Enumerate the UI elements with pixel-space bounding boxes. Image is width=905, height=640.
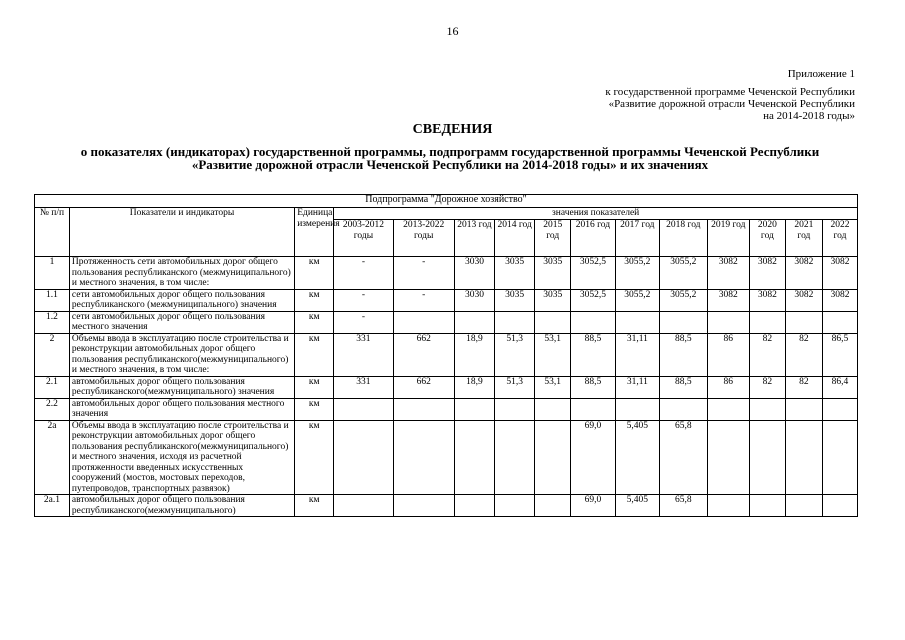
indicator-value: 86,4 [822,376,857,398]
indicator-value [571,311,615,333]
indicator-value [615,311,659,333]
indicators-table [34,194,858,517]
appendix-block [605,68,855,122]
table-row [35,257,858,290]
indicator-value: 88,5 [660,376,708,398]
indicator-value [571,398,615,420]
indicator-value [615,398,659,420]
indicator-value: 69,0 [571,420,615,495]
indicator-value: 88,5 [571,376,615,398]
indicator-value: 3055,2 [615,289,659,311]
indicator-value: - [334,257,393,290]
indicator-value [707,420,749,495]
column-header-values: значения показателей [334,208,858,220]
indicator-value: 331 [334,333,393,376]
indicator-value: 5,405 [615,495,659,517]
indicator-name: автомобильных дорог общего пользования республиканского(межмуниципального) значения [69,376,294,398]
indicator-value [785,398,822,420]
indicator-name: автомобильных дорог общего пользования республиканского(межмуниципального) [69,495,294,517]
column-header-year: 2016 год [571,220,615,257]
column-header-year: 2018 год [660,220,708,257]
column-header-unit: Единица измерения [295,208,334,257]
indicator-value [707,311,749,333]
indicator-value [393,398,454,420]
indicator-name: сети автомобильных дорог общего пользования республиканского (межмуниципального) значения [69,289,294,311]
indicator-value [749,398,785,420]
indicator-value: 51,3 [495,333,535,376]
row-number: 1.1 [35,289,70,311]
column-header-year: 2019 год [707,220,749,257]
indicator-value: 3030 [454,289,494,311]
indicator-unit: км [295,333,334,376]
indicator-unit: км [295,495,334,517]
indicator-unit: км [295,289,334,311]
indicator-value: 3082 [749,289,785,311]
indicator-value [535,398,571,420]
page-number: 16 [446,24,459,38]
indicator-value: 65,8 [660,420,708,495]
indicator-value: - [334,311,393,333]
indicator-value: 88,5 [571,333,615,376]
indicator-value: 662 [393,376,454,398]
document-subtitle: о показателях (индикаторах) государственной программы, подпрограмм государственной программы Чеченской Республики «Развитие дорожной отрасли Чеченской Республики на 2014-2018 годы» и их значениях [80,144,820,172]
indicator-value: 53,1 [535,376,571,398]
indicator-value [749,495,785,517]
indicator-value: 3082 [749,257,785,290]
indicator-value [334,398,393,420]
row-number: 2.2 [35,398,70,420]
indicator-value: 3035 [495,257,535,290]
indicator-value: 82 [749,333,785,376]
row-number: 2а.1 [35,495,70,517]
indicator-value: 53,1 [535,333,571,376]
indicator-value: 31,11 [615,333,659,376]
indicator-value: 3082 [785,257,822,290]
indicator-value: 82 [785,376,822,398]
indicator-unit: км [295,420,334,495]
table-row [35,398,858,420]
appendix-title: Приложение 1 [787,68,855,80]
column-header-year: 2013-2022 годы [393,220,454,257]
indicator-value [660,398,708,420]
indicator-name: Объемы ввода в эксплуатацию после строительства и реконструкции автомобильных дорог общего пользования республиканского(межмуниципального) и местного значения, в том числе: [69,333,294,376]
indicator-value [334,495,393,517]
column-header-year: 2021 год [785,220,822,257]
indicator-value [535,420,571,495]
indicator-value: 3030 [454,257,494,290]
indicator-value [454,398,494,420]
indicator-value: 3055,2 [660,289,708,311]
indicator-value [454,311,494,333]
indicator-name: Протяженность сети автомобильных дорог общего пользования республиканского (межмуниципального) и местного значения, в том числе: [69,257,294,290]
indicator-value: 18,9 [454,333,494,376]
row-number: 2а [35,420,70,495]
indicator-value [535,495,571,517]
indicator-value: 3052,5 [571,289,615,311]
indicator-value: - [393,257,454,290]
indicator-value [495,311,535,333]
indicator-name: автомобильных дорог общего пользования местного значения [69,398,294,420]
indicator-value [707,495,749,517]
indicator-value: 3035 [495,289,535,311]
column-header-year: 2013 год [454,220,494,257]
appendix-line: «Развитие дорожной отрасли Чеченской Республики [608,98,855,110]
appendix-line: к государственной программе Чеченской Республики [605,86,855,98]
indicator-value: 82 [785,333,822,376]
indicator-value: 3052,5 [571,257,615,290]
column-header-name: Показатели и индикаторы [69,208,294,257]
indicator-value [535,311,571,333]
indicator-value: 3082 [707,257,749,290]
indicator-value: 18,9 [454,376,494,398]
column-header-year: 2003-2012 годы [334,220,393,257]
indicator-value [660,311,708,333]
indicator-value: 3035 [535,289,571,311]
column-header-year: 2015 год [535,220,571,257]
row-number: 1 [35,257,70,290]
indicator-value: 3082 [707,289,749,311]
indicator-value [785,311,822,333]
table-row [35,333,858,376]
indicator-unit: км [295,398,334,420]
indicator-value [822,420,857,495]
indicator-value [749,311,785,333]
indicator-unit: км [295,311,334,333]
indicator-value [822,495,857,517]
table-row [35,495,858,517]
indicator-value [822,311,857,333]
table-row [35,376,858,398]
indicator-value: 65,8 [660,495,708,517]
indicator-value: 3082 [785,289,822,311]
indicator-value: 3035 [535,257,571,290]
indicator-value: 82 [749,376,785,398]
indicator-value: 86 [707,333,749,376]
indicator-value: 3082 [822,257,857,290]
indicator-value: 86 [707,376,749,398]
row-number: 2 [35,333,70,376]
row-number: 2.1 [35,376,70,398]
indicator-value [454,420,494,495]
column-header-year: 2017 год [615,220,659,257]
column-header-year: 2022 год [822,220,857,257]
indicator-value [393,420,454,495]
indicator-value: 88,5 [660,333,708,376]
indicator-value [785,495,822,517]
indicator-value: 331 [334,376,393,398]
indicator-value: 3082 [822,289,857,311]
indicator-value [334,420,393,495]
table-row [35,311,858,333]
indicator-value [822,398,857,420]
indicator-value [785,420,822,495]
indicator-unit: км [295,257,334,290]
indicator-value [454,495,494,517]
indicator-value: 3055,2 [660,257,708,290]
indicator-value [495,495,535,517]
column-header-year: 2014 год [495,220,535,257]
indicator-value: 86,5 [822,333,857,376]
appendix-line: на 2014-2018 годы» [763,110,855,122]
document-title: СВЕДЕНИЯ [412,122,493,137]
indicator-value: 69,0 [571,495,615,517]
subprogram-header: Подпрограмма "Дорожное хозяйство" [35,195,858,208]
indicator-value: 662 [393,333,454,376]
indicator-value [495,398,535,420]
table-row [35,289,858,311]
indicator-value [495,420,535,495]
indicator-value [707,398,749,420]
indicator-value: 5,405 [615,420,659,495]
indicator-value [393,495,454,517]
indicator-value [393,311,454,333]
table-body [35,257,858,517]
indicator-name: сети автомобильных дорог общего пользования местного значения [69,311,294,333]
indicator-value [749,420,785,495]
column-header-year: 2020 год [749,220,785,257]
indicator-name: Объемы ввода в эксплуатацию после строительства и реконструкции автомобильных дорог общего пользования республиканского(межмуниципального) и местного значения, исходя из расчетной протяженности введенных искусственных сооружений (мостов, мостовых переходов, путепроводов, транспортных развязок) [69,420,294,495]
indicator-value: 51,3 [495,376,535,398]
indicator-value: - [334,289,393,311]
indicator-value: 3055,2 [615,257,659,290]
column-header-num: № п/п [35,208,70,257]
indicator-value: 31,11 [615,376,659,398]
table-row [35,420,858,495]
indicator-value: - [393,289,454,311]
indicator-unit: км [295,376,334,398]
row-number: 1.2 [35,311,70,333]
